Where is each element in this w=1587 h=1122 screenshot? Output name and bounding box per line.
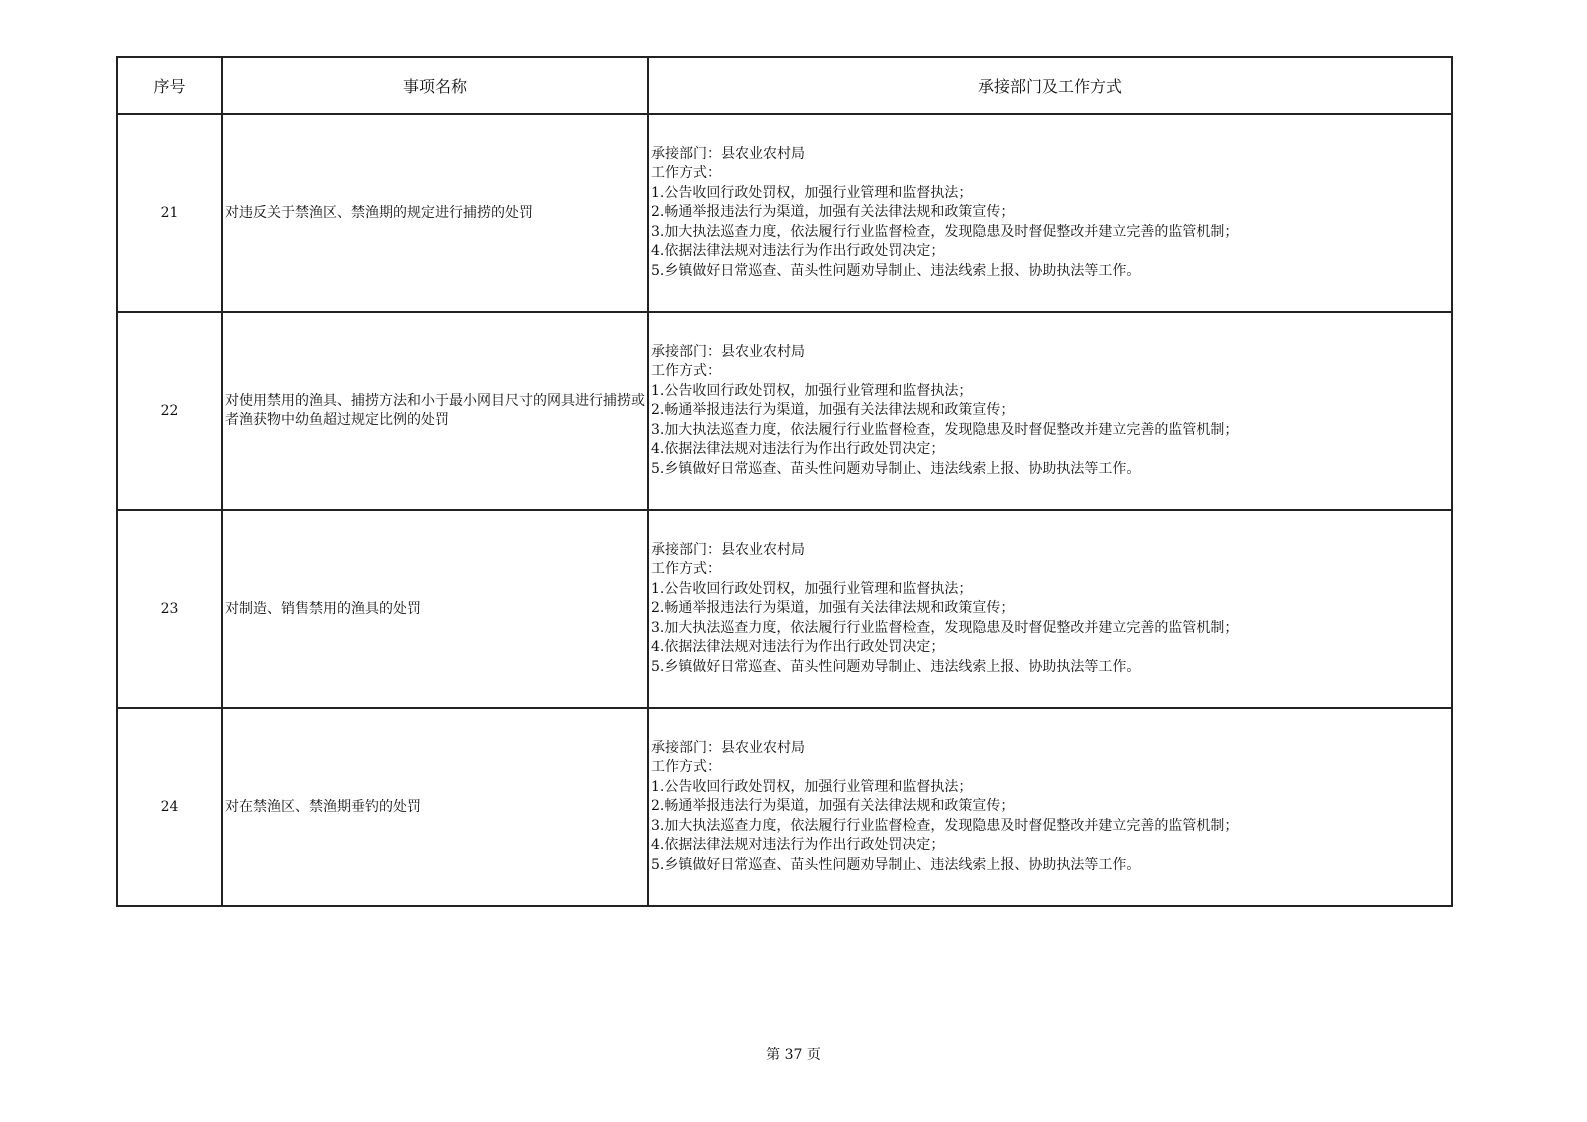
row-dept — [648, 510, 1452, 708]
dept-line: 2.畅通举报违法行为渠道，加强有关法律法规和政策宣传； — [651, 204, 1015, 221]
header-name: 事项名称 — [222, 57, 648, 114]
dept-line: 工作方式： — [651, 759, 721, 776]
row-seq: 21 — [117, 114, 222, 312]
dept-line: 3.加大执法巡查力度，依法履行行业监督检查，发现隐患及时督促整改并建立完善的监管机制； — [651, 619, 1239, 636]
dept-line: 5.乡镇做好日常巡查、苗头性问题劝导制止、违法线索上报、协助执法等工作。 — [651, 262, 1141, 279]
dept-line: 5.乡镇做好日常巡查、苗头性问题劝导制止、违法线索上报、协助执法等工作。 — [651, 658, 1141, 675]
row-seq: 24 — [117, 708, 222, 906]
dept-line: 4.依据法律法规对违法行为作出行政处罚决定； — [651, 243, 945, 260]
dept-line: 1.公告收回行政处罚权，加强行业管理和监督执法； — [651, 382, 973, 399]
dept-line: 工作方式： — [651, 165, 721, 182]
table-row — [117, 114, 1452, 312]
dept-line: 1.公告收回行政处罚权，加强行业管理和监督执法； — [651, 580, 973, 597]
dept-line: 工作方式： — [651, 363, 721, 380]
table-row — [117, 510, 1452, 708]
dept-line: 1.公告收回行政处罚权，加强行业管理和监督执法； — [651, 778, 973, 795]
row-dept — [648, 114, 1452, 312]
matters-table — [116, 56, 1453, 907]
dept-line: 5.乡镇做好日常巡查、苗头性问题劝导制止、违法线索上报、协助执法等工作。 — [651, 856, 1141, 873]
dept-line: 2.畅通举报违法行为渠道，加强有关法律法规和政策宣传； — [651, 600, 1015, 617]
row-dept — [648, 312, 1452, 510]
dept-line: 4.依据法律法规对违法行为作出行政处罚决定； — [651, 837, 945, 854]
dept-line: 2.畅通举报违法行为渠道，加强有关法律法规和政策宣传； — [651, 798, 1015, 815]
dept-line: 承接部门：县农业农村局 — [651, 541, 805, 558]
row-seq: 22 — [117, 312, 222, 510]
table-header-row — [117, 57, 1452, 114]
page-number: 第 37 页 — [766, 1047, 821, 1063]
row-name: 对使用禁用的渔具、捕捞方法和小于最小网目尺寸的网具进行捕捞或者渔获物中幼鱼超过规定比例的处罚 — [222, 312, 648, 510]
row-name: 对制造、销售禁用的渔具的处罚 — [222, 510, 648, 708]
dept-line: 承接部门：县农业农村局 — [651, 145, 805, 162]
dept-line: 3.加大执法巡查力度，依法履行行业监督检查，发现隐患及时督促整改并建立完善的监管机制； — [651, 817, 1239, 834]
header-dept: 承接部门及工作方式 — [648, 57, 1452, 114]
dept-line: 工作方式： — [651, 561, 721, 578]
table-row — [117, 312, 1452, 510]
header-seq: 序号 — [117, 57, 222, 114]
row-name: 对违反关于禁渔区、禁渔期的规定进行捕捞的处罚 — [222, 114, 648, 312]
dept-line: 承接部门：县农业农村局 — [651, 739, 805, 756]
dept-line: 承接部门：县农业农村局 — [651, 343, 805, 360]
dept-line: 2.畅通举报违法行为渠道，加强有关法律法规和政策宣传； — [651, 402, 1015, 419]
row-dept — [648, 708, 1452, 906]
dept-line: 3.加大执法巡查力度，依法履行行业监督检查，发现隐患及时督促整改并建立完善的监管机制； — [651, 421, 1239, 438]
dept-line: 3.加大执法巡查力度，依法履行行业监督检查，发现隐患及时督促整改并建立完善的监管机制； — [651, 223, 1239, 240]
row-seq: 23 — [117, 510, 222, 708]
row-name: 对在禁渔区、禁渔期垂钓的处罚 — [222, 708, 648, 906]
dept-line: 5.乡镇做好日常巡查、苗头性问题劝导制止、违法线索上报、协助执法等工作。 — [651, 460, 1141, 477]
dept-line: 4.依据法律法规对违法行为作出行政处罚决定； — [651, 441, 945, 458]
dept-line: 4.依据法律法规对违法行为作出行政处罚决定； — [651, 639, 945, 656]
table-row — [117, 708, 1452, 906]
dept-line: 1.公告收回行政处罚权，加强行业管理和监督执法； — [651, 184, 973, 201]
